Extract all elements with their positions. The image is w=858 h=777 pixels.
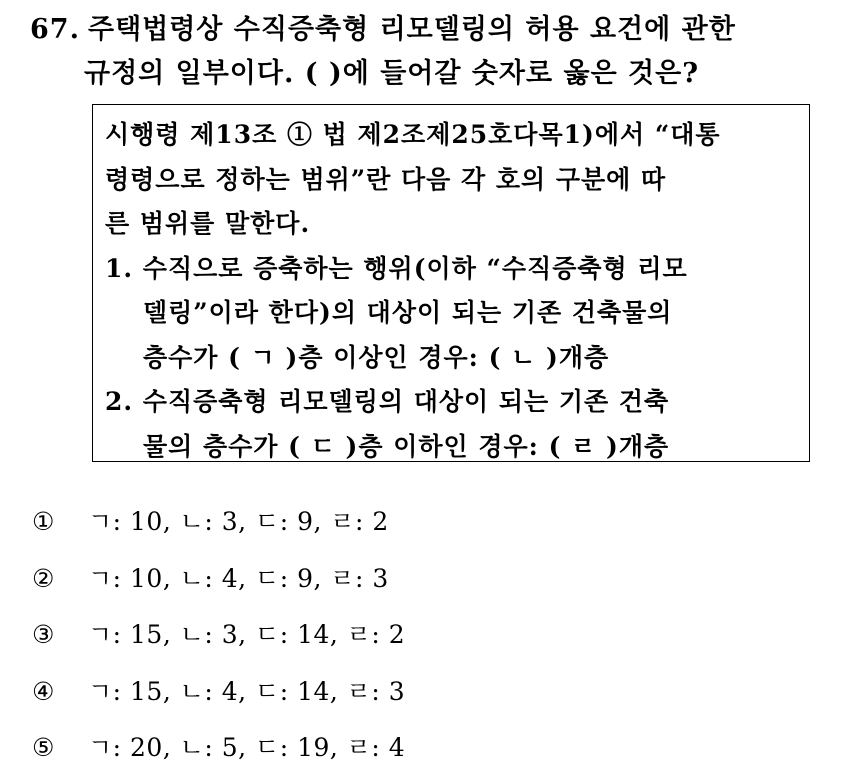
question-number: 67.	[30, 14, 80, 45]
regulation-line: 시행령 제13조 ① 법 제2조제25호다목1)에서 “대통	[105, 120, 721, 149]
choice-number-4: ④	[32, 676, 55, 706]
choice-2[interactable]	[32, 551, 405, 608]
question-stem	[30, 8, 830, 96]
choice-text-3: ㄱ: 15, ㄴ: 3, ㄷ: 14, ㄹ: 2	[88, 620, 406, 649]
choice-number-5: ⑤	[32, 733, 55, 762]
choice-text-5: ㄱ: 20, ㄴ: 5, ㄷ: 19, ㄹ: 4	[88, 733, 406, 762]
regulation-excerpt-box	[92, 104, 810, 462]
regulation-item-2-continued: 물의 층수가 ( ㄷ )층 이하인 경우: ( ㄹ )개층	[143, 431, 670, 461]
regulation-item-1-continued: 델링”이라 한다)의 대상이 되는 기존 건축물의	[143, 298, 673, 327]
choice-text-1: ㄱ: 10, ㄴ: 3, ㄷ: 9, ㄹ: 2	[88, 507, 389, 536]
regulation-line: 른 범위를 말한다.	[105, 209, 311, 238]
choice-text-4: ㄱ: 15, ㄴ: 4, ㄷ: 14, ㄹ: 3	[88, 676, 406, 706]
regulation-line: 령령으로 정하는 범위”란 다음 각 호의 구분에 따	[105, 164, 667, 194]
regulation-item-1: 1. 수직으로 증축하는 행위(이하 “수직증축형 리모	[105, 253, 688, 283]
regulation-item-2: 2. 수직증축형 리모델링의 대상이 되는 기존 건축	[105, 387, 670, 416]
question-text-line-1: 주택법령상 수직증축형 리모델링의 허용 요건에 관한	[87, 14, 736, 45]
choice-5[interactable]	[32, 720, 405, 777]
choice-4[interactable]	[32, 664, 405, 721]
answer-choices	[32, 494, 405, 777]
choice-text-2: ㄱ: 10, ㄴ: 4, ㄷ: 9, ㄹ: 3	[88, 563, 389, 593]
choice-number-2: ②	[32, 563, 55, 593]
question-text-line-2: 규정의 일부이다. ( )에 들어갈 숫자로 옳은 것은?	[84, 58, 700, 89]
regulation-item-1-continued: 층수가 ( ㄱ )층 이상인 경우: ( ㄴ )개층	[143, 342, 610, 372]
question-line-1	[30, 8, 830, 52]
choice-1[interactable]	[32, 494, 405, 551]
choice-3[interactable]	[32, 607, 405, 664]
choice-number-3: ③	[32, 620, 55, 649]
choice-number-1: ①	[32, 507, 55, 536]
